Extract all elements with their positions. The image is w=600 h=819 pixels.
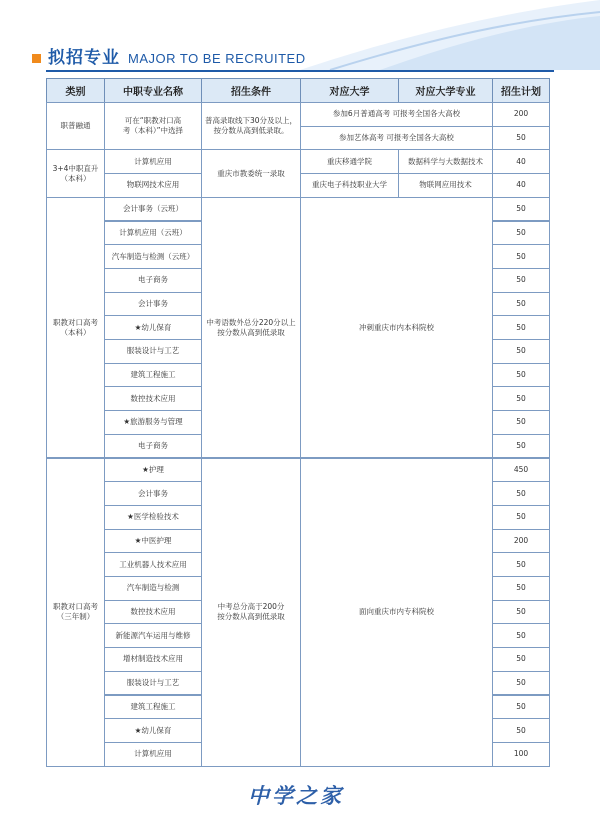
plan-cell: 50 bbox=[492, 244, 550, 269]
plan-cell: 200 bbox=[492, 529, 550, 554]
major-cell: 数控技术应用 bbox=[104, 600, 202, 625]
major-cell: 建筑工程施工 bbox=[104, 695, 202, 720]
plan-cell: 50 bbox=[492, 339, 550, 364]
plan-cell: 50 bbox=[492, 718, 550, 743]
major-cell: ★旅游服务与管理 bbox=[104, 410, 202, 435]
plan-cell: 50 bbox=[492, 505, 550, 530]
major-cell: 工业机器人技术应用 bbox=[104, 552, 202, 577]
title-underline bbox=[46, 70, 554, 72]
plan-cell: 50 bbox=[492, 481, 550, 506]
major-cell: ★幼儿保育 bbox=[104, 315, 202, 340]
plan-cell: 50 bbox=[492, 647, 550, 672]
plan-cell: 50 bbox=[492, 576, 550, 601]
plan-cell: 200 bbox=[492, 102, 550, 127]
major-cell: 汽车制造与检测 bbox=[104, 576, 202, 601]
major-cell: 计算机应用（云班） bbox=[104, 221, 202, 246]
major-cell: 建筑工程施工 bbox=[104, 363, 202, 388]
major-cell: 会计事务 bbox=[104, 292, 202, 317]
plan-cell: 50 bbox=[492, 197, 550, 222]
condition-cell: 中考语数外总分220分以上 按分数从高到低录取 bbox=[201, 197, 301, 459]
plan-cell: 50 bbox=[492, 600, 550, 625]
major-cell: 计算机应用 bbox=[104, 149, 202, 174]
plan-cell: 50 bbox=[492, 126, 550, 151]
plan-cell: 50 bbox=[492, 410, 550, 435]
category-cell: 3+4中职直升 （本科） bbox=[46, 149, 105, 197]
university-cell: 面向重庆市内专科院校 bbox=[300, 458, 493, 767]
major-cell: 服装设计与工艺 bbox=[104, 339, 202, 364]
condition-cell: 普高录取线下30分及以上， 按分数从高到低录取。 bbox=[201, 102, 301, 150]
header-cell: 招生条件 bbox=[201, 78, 301, 103]
university-cell: 参加6月普通高考 可报考全国各大高校 bbox=[300, 102, 493, 127]
major-cell: 会计事务 bbox=[104, 481, 202, 506]
plan-cell: 50 bbox=[492, 623, 550, 648]
plan-cell: 50 bbox=[492, 695, 550, 720]
major-cell: ★医学检验技术 bbox=[104, 505, 202, 530]
header-cell: 招生计划 bbox=[492, 78, 550, 103]
header-cell: 类别 bbox=[46, 78, 105, 103]
title-chinese: 拟招专业 bbox=[48, 48, 120, 68]
university-cell: 冲刺重庆市内本科院校 bbox=[300, 197, 493, 459]
major-cell: 增材制造技术应用 bbox=[104, 647, 202, 672]
category-cell: 职普融通 bbox=[46, 102, 105, 150]
category-cell: 职教对口高考 （三年制） bbox=[46, 458, 105, 767]
university-cell: 重庆移通学院 bbox=[300, 149, 399, 174]
plan-cell: 40 bbox=[492, 173, 550, 198]
plan-cell: 50 bbox=[492, 386, 550, 411]
major-cell: ★幼儿保育 bbox=[104, 718, 202, 743]
plan-cell: 50 bbox=[492, 363, 550, 388]
major-cell: 电子商务 bbox=[104, 268, 202, 293]
header-cell: 对应大学专业 bbox=[398, 78, 493, 103]
plan-cell: 50 bbox=[492, 292, 550, 317]
plan-cell: 50 bbox=[492, 434, 550, 459]
major-cell: ★护理 bbox=[104, 458, 202, 483]
header-cell: 对应大学 bbox=[300, 78, 399, 103]
plan-cell: 40 bbox=[492, 149, 550, 174]
major-cell: 服装设计与工艺 bbox=[104, 671, 202, 696]
university-major-cell: 物联网应用技术 bbox=[398, 173, 493, 198]
condition-cell: 中考总分高于200分 按分数从高到低录取 bbox=[201, 458, 301, 767]
plan-cell: 50 bbox=[492, 315, 550, 340]
major-cell: 电子商务 bbox=[104, 434, 202, 459]
condition-cell: 重庆市教委统一录取 bbox=[201, 149, 301, 197]
orange-square-bullet-icon bbox=[32, 54, 41, 63]
university-cell: 重庆电子科技职业大学 bbox=[300, 173, 399, 198]
header-cell: 中职专业名称 bbox=[104, 78, 202, 103]
watermark-logo: 中学之家 bbox=[248, 783, 344, 808]
major-cell: 物联网技术应用 bbox=[104, 173, 202, 198]
major-cell: 计算机应用 bbox=[104, 742, 202, 767]
title-english: MAJOR TO BE RECRUITED bbox=[128, 51, 306, 66]
plan-cell: 50 bbox=[492, 671, 550, 696]
major-cell: 数控技术应用 bbox=[104, 386, 202, 411]
plan-cell: 50 bbox=[492, 552, 550, 577]
plan-cell: 50 bbox=[492, 268, 550, 293]
plan-cell: 50 bbox=[492, 221, 550, 246]
major-cell: 可在“职教对口高 考（本科）”中选择 bbox=[104, 102, 202, 150]
recruitment-table bbox=[46, 78, 549, 774]
category-cell: 职教对口高考 （本科） bbox=[46, 197, 105, 459]
university-major-cell: 数据科学与大数据技术 bbox=[398, 149, 493, 174]
major-cell: 会计事务（云班） bbox=[104, 197, 202, 222]
university-cell: 参加艺体高考 可报考全国各大高校 bbox=[300, 126, 493, 151]
section-title bbox=[32, 46, 306, 68]
major-cell: ★中医护理 bbox=[104, 529, 202, 554]
plan-cell: 450 bbox=[492, 458, 550, 483]
major-cell: 新能源汽车运用与维修 bbox=[104, 623, 202, 648]
plan-cell: 100 bbox=[492, 742, 550, 767]
major-cell: 汽车制造与检测（云班） bbox=[104, 244, 202, 269]
